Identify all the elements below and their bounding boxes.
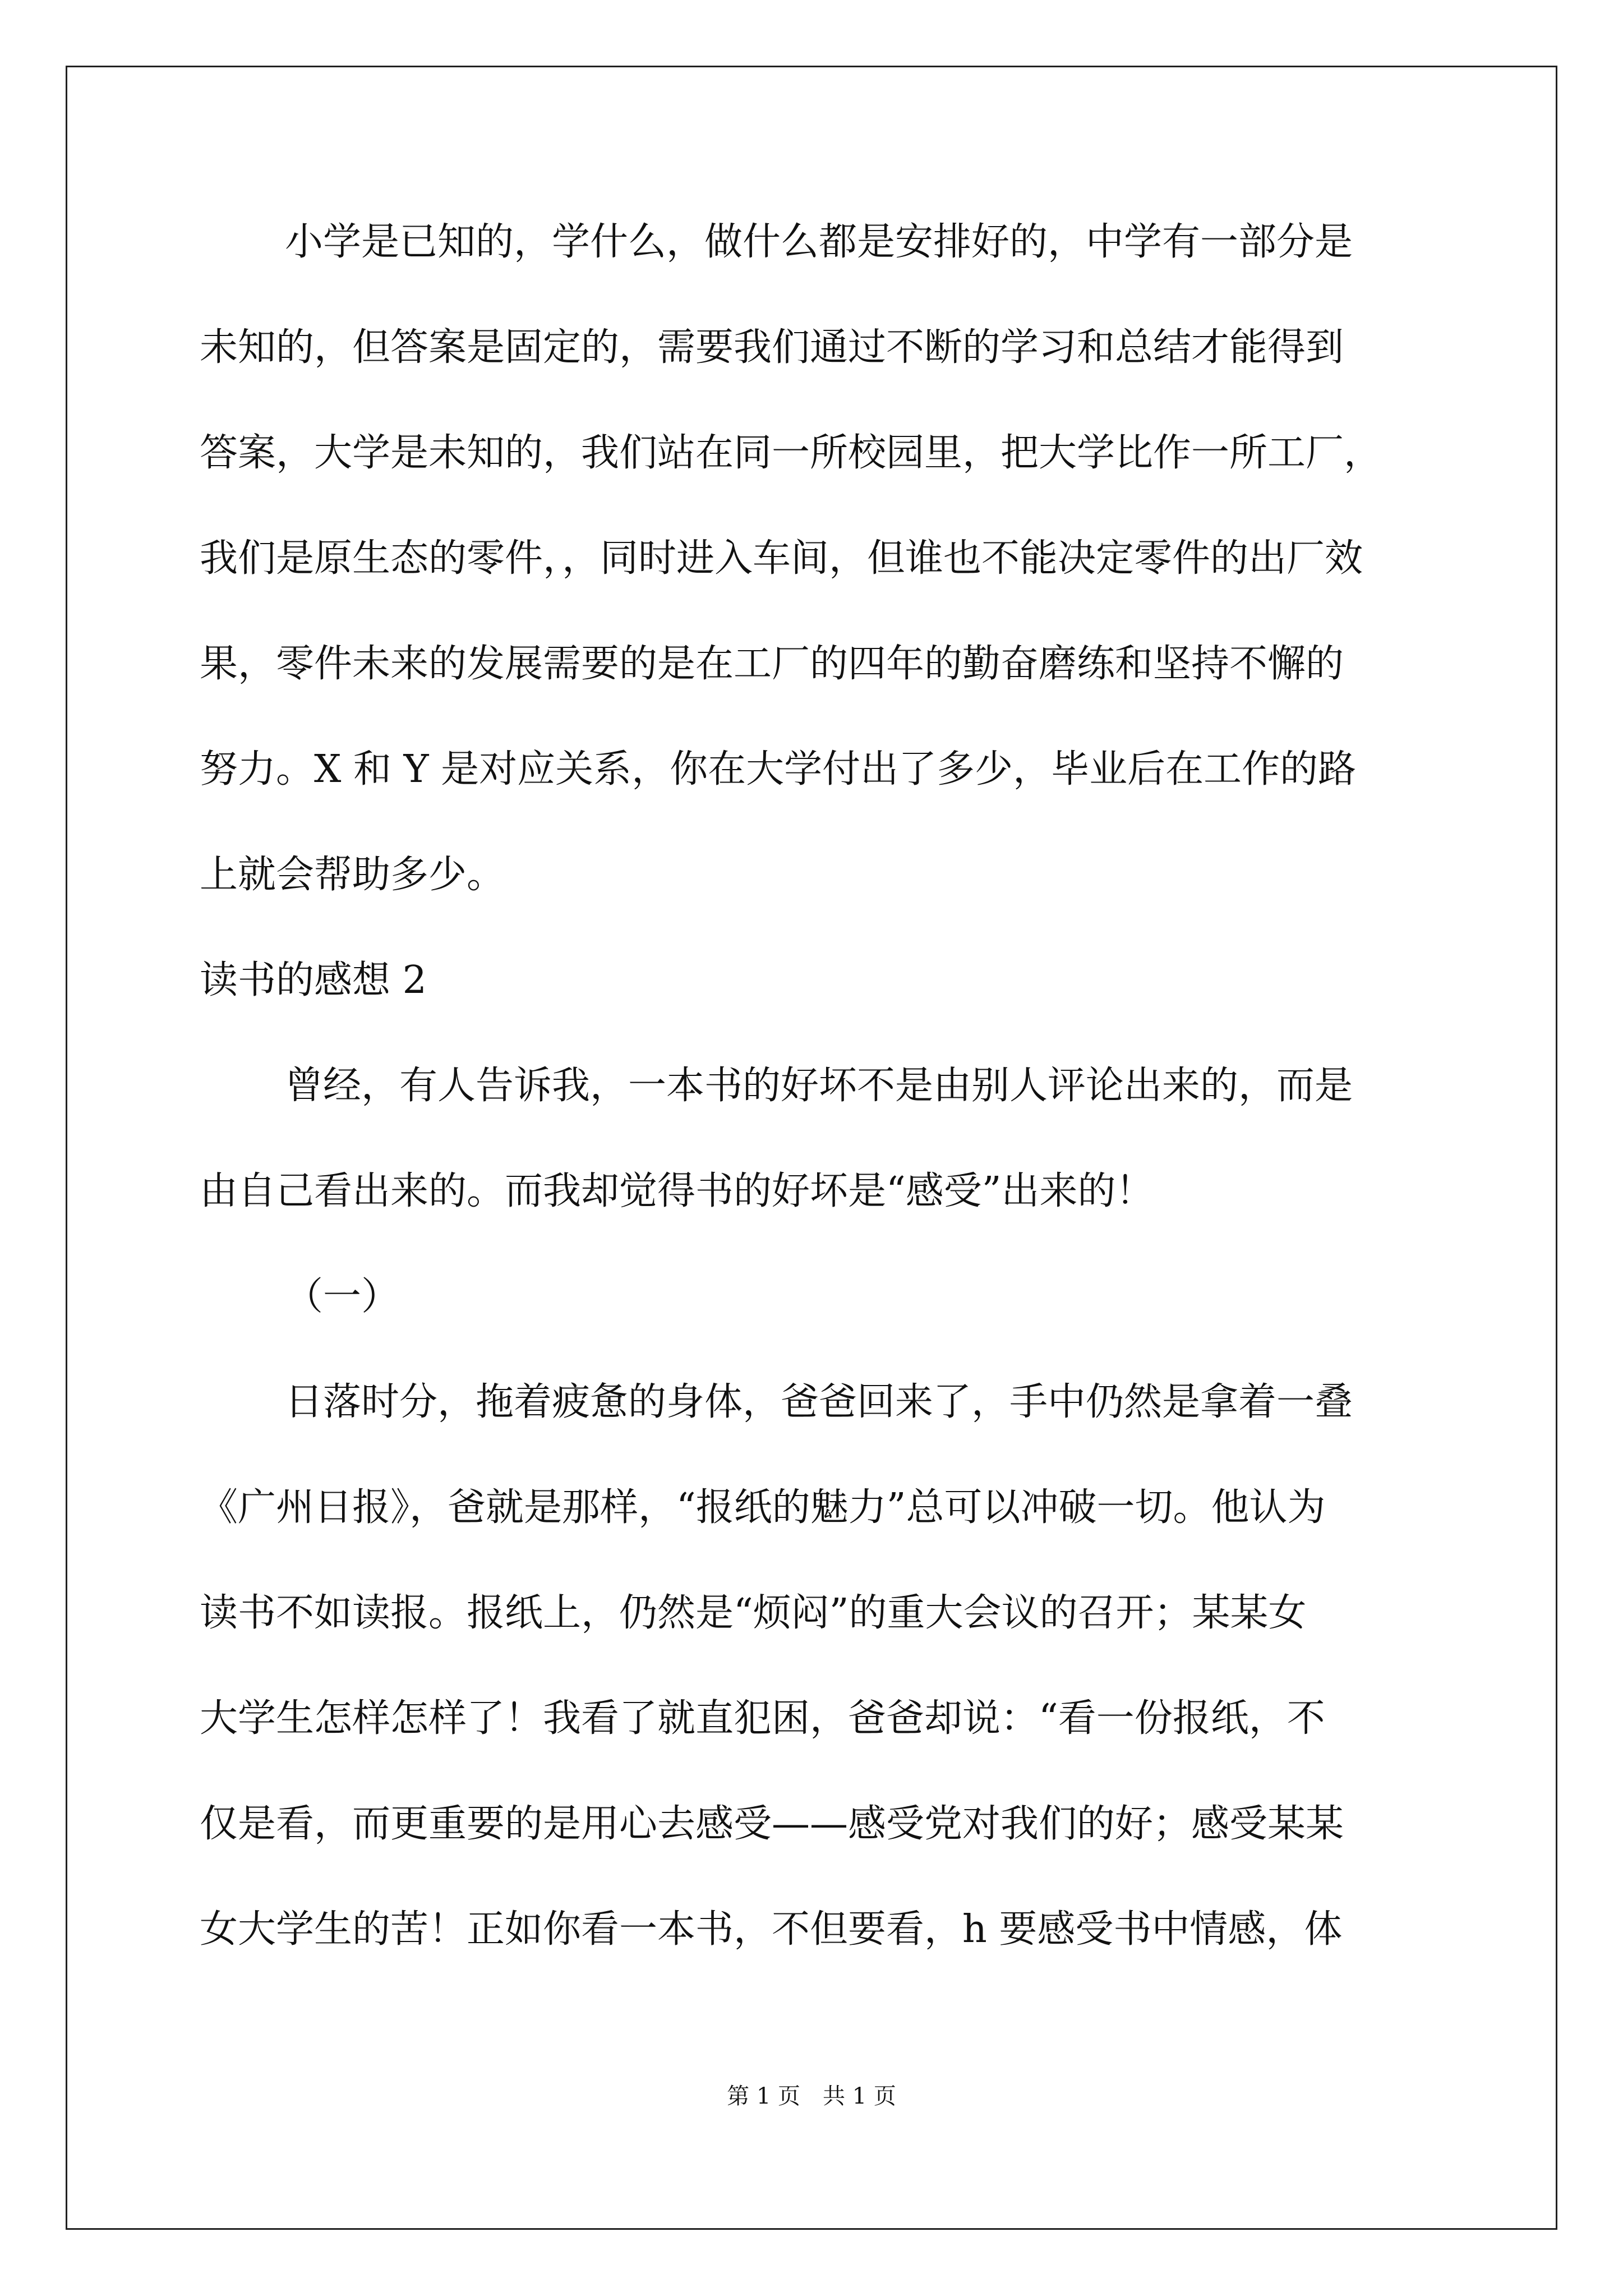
paragraph-1-line-4: 我们是原生态的零件，，同时进入车间，但谁也不能决定零件的出厂效 xyxy=(200,536,1363,581)
paragraph-1-line-5: 果，零件未来的发展需要的是在工厂的四年的勤奋磨练和坚持不懈的 xyxy=(200,642,1344,686)
paragraph-3-line-2: 《广州日报》，爸就是那样，“报纸的魅力”总可以冲破一切。他认为 xyxy=(200,1485,1326,1530)
paragraph-3-line-3: 读书不如读报。报纸上，仍然是“烦闷”的重大会议的召开；某某女 xyxy=(200,1591,1307,1635)
paragraph-3-line-6: 女大学生的苦！正如你看一本书，不但要看，h 要感受书中情感，体 xyxy=(200,1907,1343,1952)
page-footer: 第 1 页 共 1 页 xyxy=(727,2083,896,2109)
paragraph-1-line-2: 未知的，但答案是固定的，需要我们通过不断的学习和总结才能得到 xyxy=(200,325,1344,370)
section-marker: （一） xyxy=(285,1274,400,1319)
paragraph-1-line-7: 上就会帮助多少。 xyxy=(200,853,505,897)
paragraph-1-line-1: 小学是已知的，学什么，做什么都是安排好的，中学有一部分是 xyxy=(285,220,1353,264)
paragraph-3-line-4: 大学生怎样怎样了！我看了就直犯困，爸爸却说：“看一份报纸，不 xyxy=(200,1696,1325,1741)
paragraph-1-line-6: 努力。X 和 Y 是对应关系，你在大学付出了多少，毕业后在工作的路 xyxy=(200,747,1357,792)
paragraph-1-line-3: 答案，大学是未知的，我们站在同一所校园里，把大学比作一所工厂， xyxy=(200,431,1382,475)
page-border xyxy=(66,66,1557,2230)
paragraph-3-line-1: 日落时分，拖着疲惫的身体，爸爸回来了，手中仍然是拿着一叠 xyxy=(285,1380,1353,1424)
section-heading: 读书的感想 2 xyxy=(200,958,427,1002)
paragraph-2-line-2: 由自己看出来的。而我却觉得书的好坏是“感受”出来的！ xyxy=(200,1169,1154,1213)
paragraph-3-line-5: 仅是看，而更重要的是用心去感受——感受党对我们的好；感受某某 xyxy=(200,1802,1344,1846)
paragraph-2-line-1: 曾经，有人告诉我，一本书的好坏不是由别人评论出来的，而是 xyxy=(285,1064,1353,1108)
